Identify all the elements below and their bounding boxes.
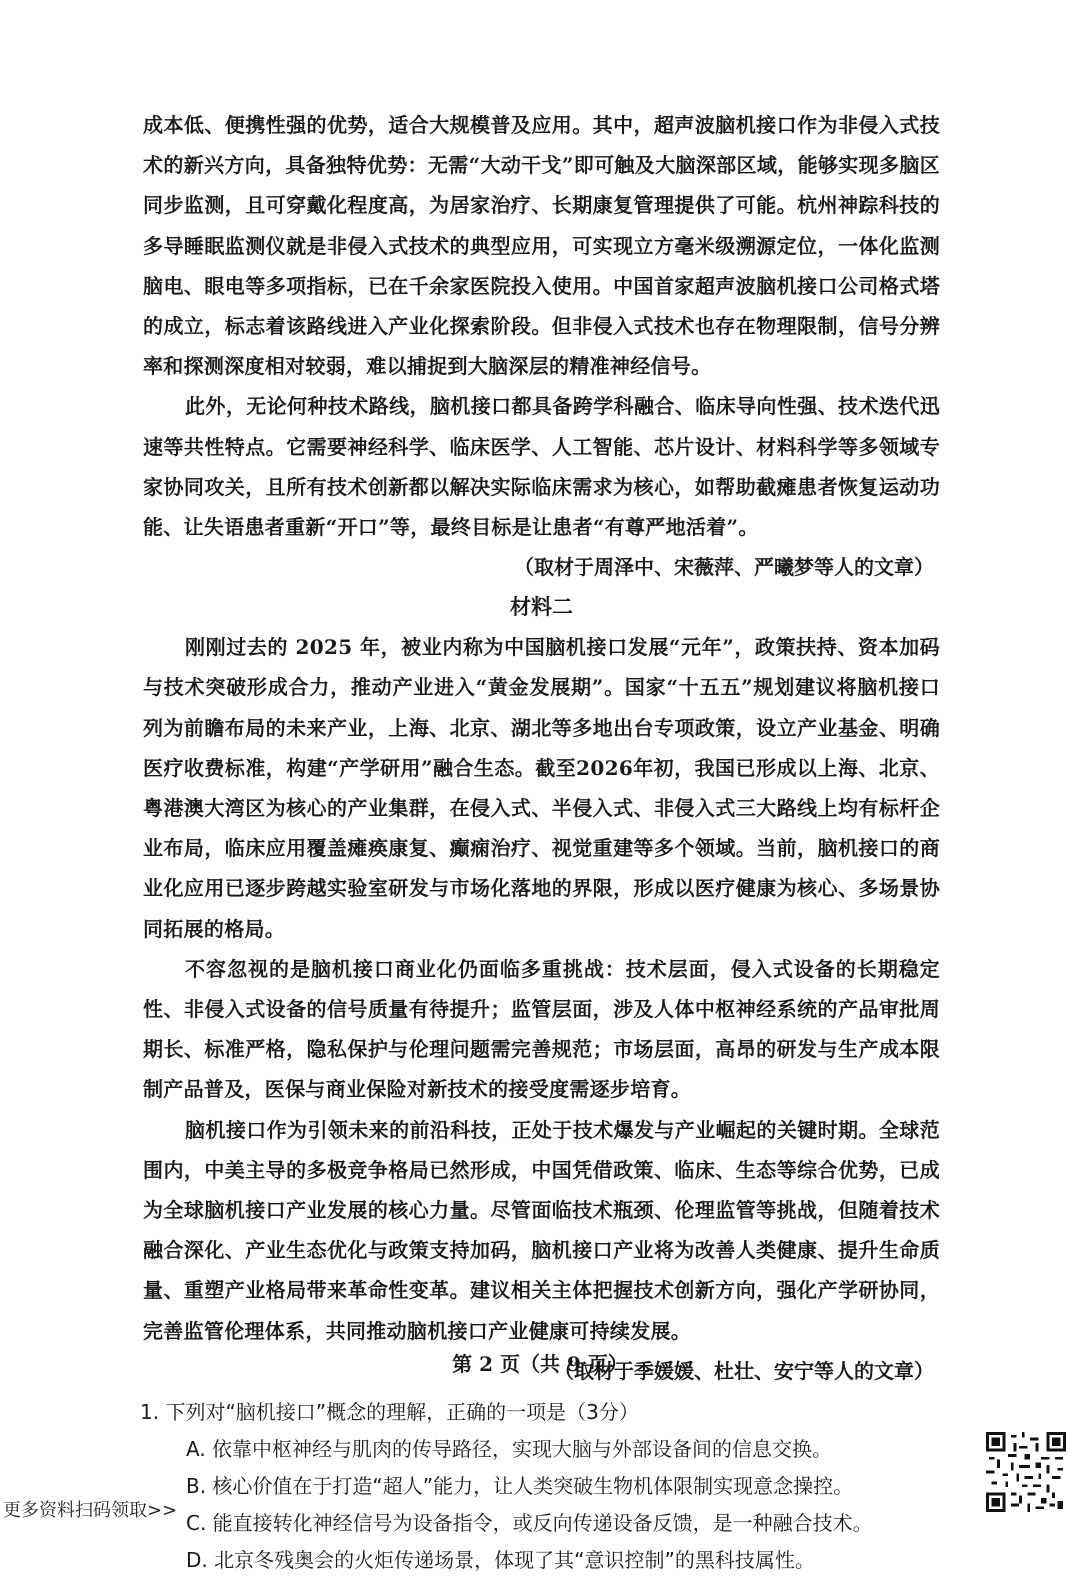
section-title-material-two: 材料二 [510, 595, 573, 620]
page-number: 第 2 页（共 9 页） [452, 1352, 628, 1376]
source-citation-material-two: （取材于季媛媛、杜壮、安宁等人的文章） [554, 1358, 934, 1383]
qr-code-icon[interactable] [986, 1432, 1066, 1512]
source-citation-material-one: （取材于周泽中、宋薇萍、严曦梦等人的文章） [514, 555, 934, 580]
option-c: C. 能直接转化神经信号为设备指令，或反向传递设备反馈，是一种融合技术。 [186, 1510, 873, 1535]
option-b: B. 核心价值在于打造“超人”能力，让人类突破生物机体限制实现意念操控。 [186, 1473, 854, 1498]
footer-promo-text[interactable]: 更多资料扫码领取>> [3, 1500, 178, 1521]
paragraph-material-one-cont-1: 成本低、便携性强的优势，适合大规模普及应用。其中，超声波脑机接口作为非侵入式技术的新兴方向，具备独特优势：无需“大动干戈”即可触及大脑深部区域，能够实现多脑区同步监测，且可穿戴化程度高，为居家治疗、长期康复管理提供了可能。杭州神踪科技的多导睡眠监测仪就是非侵入式技术的典型应用，可实现立方毫米级溯源定位，一体化监测脑电、眼电等多项指标，已在千余家医院投入使用。中国首家超声波脑机接口公司格式塔的成立，标志着该路线进入产业化探索阶段。但非侵入式技术也存在物理限制，信号分辨率和探测深度相对较弱，难以捕捉到大脑深层的精准神经信号。 [143, 113, 940, 379]
paragraph-material-two-2: 不容忽视的是脑机接口商业化仍面临多重挑战：技术层面，侵入式设备的长期稳定性、非侵入式设备的信号质量有待提升；监管层面，涉及人体中枢神经系统的产品审批周期长、标准严格，隐私保护与伦理问题需完善规范；市场层面，高昂的研发与生产成本限制产品普及，医保与商业保险对新技术的接受度需逐步培育。 [143, 956, 940, 1102]
option-d: D. 北京冬残奥会的火炬传递场景，体现了其“意识控制”的黑科技属性。 [186, 1547, 815, 1572]
option-a: A. 依靠中枢神经与肌肉的传导路径，实现大脑与外部设备间的信息交换。 [186, 1436, 833, 1461]
paragraph-material-two-3: 脑机接口作为引领未来的前沿科技，正处于技术爆发与产业崛起的关键时期。全球范围内，中美主导的多极竞争格局已然形成，中国凭借政策、临床、生态等综合优势，已成为全球脑机接口产业发展的核心力量。尽管面临技术瓶颈、伦理监管等挑战，但随着技术融合深化、产业生态优化与政策支持加码，脑机接口产业将为改善人类健康、提升生命质量、重塑产业格局带来革命性变革。建议相关主体把握技术创新方向，强化产学研协同，完善监管伦理体系，共同推动脑机接口产业健康可持续发展。 [143, 1117, 940, 1343]
paragraph-material-one-cont-2: 此外，无论何种技术路线，脑机接口都具备跨学科融合、临床导向性强、技术迭代迅速等共性特点。它需要神经科学、临床医学、人工智能、芯片设计、材料科学等多领域专家协同攻关，且所有技术创新都以解决实际临床需求为核心，如帮助截瘫患者恢复运动功能、让失语患者重新“开口”等，最终目标是让患者“有尊严地活着”。 [143, 394, 940, 540]
paragraph-material-two-1: 刚刚过去的 2025 年，被业内称为中国脑机接口发展“元年”，政策扶持、资本加码与技术突破形成合力，推动产业进入“黄金发展期”。国家“十五五”规划建议将脑机接口列为前瞻布局的未来产业，上海、北京、湖北等多地出台专项政策，设立产业基金、明确医疗收费标准，构建“产学研用”融合生态。截至2026年初，我国已形成以上海、北京、粤港澳大湾区为核心的产业集群，在侵入式、半侵入式、非侵入式三大路线上均有标杆企业布局，临床应用覆盖瘫痪康复、癫痫治疗、视觉重建等多个领域。当前，脑机接口的商业化应用已逐步跨越实验室研发与市场化落地的界限，形成以医疗健康为核心、多场景协同拓展的格局。 [143, 635, 940, 941]
question-1 [140, 1393, 940, 1579]
question-stem: 1. 下列对“脑机接口”概念的理解，正确的一项是（3分） [140, 1399, 639, 1424]
